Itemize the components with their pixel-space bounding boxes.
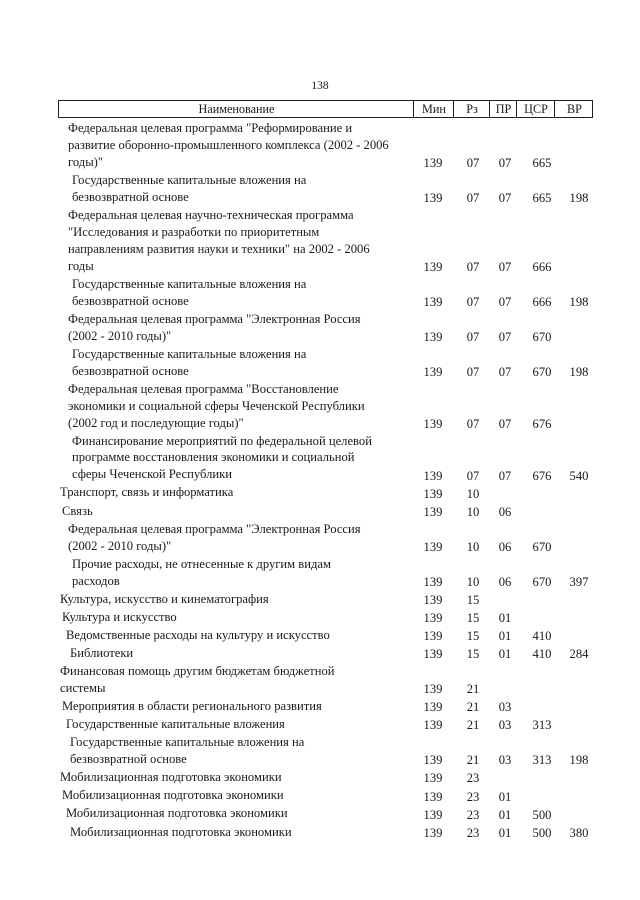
row-name xyxy=(62,503,417,520)
row-csr-code: 665 xyxy=(532,155,552,170)
row-name-line: Мобилизационная подготовка экономики xyxy=(60,770,282,785)
row-name-line: (2002 - 2010 годы)" xyxy=(68,328,172,343)
row-rz-code: 15 xyxy=(466,647,480,662)
row-min-code: 139 xyxy=(423,753,443,768)
table-header xyxy=(58,100,593,118)
table-row xyxy=(0,805,640,823)
row-name-line: Государственные капитальные вложения на xyxy=(72,172,307,187)
row-min-code: 139 xyxy=(423,416,443,431)
row-min-code: 139 xyxy=(423,682,443,697)
row-rz-code: 07 xyxy=(466,416,480,431)
row-name xyxy=(68,207,423,275)
row-name-line: расходов xyxy=(72,573,120,588)
row-pr-code: 07 xyxy=(498,416,512,431)
table-row xyxy=(0,556,640,591)
row-name xyxy=(68,521,423,555)
row-name-line: Государственные капитальные вложения xyxy=(66,717,285,732)
row-name xyxy=(60,663,415,697)
row-vr-code: 198 xyxy=(569,753,589,768)
row-name xyxy=(68,120,423,171)
row-csr-code: 676 xyxy=(532,416,552,431)
row-name-line: программе восстановления экономики и социальной xyxy=(72,450,355,465)
row-min-code: 139 xyxy=(423,190,443,205)
row-min-code: 139 xyxy=(423,825,443,840)
table-row xyxy=(0,734,640,769)
row-name xyxy=(60,591,415,608)
row-pr-code: 06 xyxy=(498,504,512,519)
row-rz-code: 07 xyxy=(466,294,480,309)
row-min-code: 139 xyxy=(423,486,443,501)
row-name-line: годы xyxy=(68,258,94,273)
row-vr-code: 198 xyxy=(569,364,589,379)
row-name xyxy=(70,734,425,768)
row-rz-code: 21 xyxy=(466,753,480,768)
row-min-code: 139 xyxy=(423,574,443,589)
row-min-code: 139 xyxy=(423,539,443,554)
row-name xyxy=(66,716,421,733)
row-min-code: 139 xyxy=(423,700,443,715)
row-rz-code: 15 xyxy=(466,610,480,625)
row-rz-code: 07 xyxy=(466,190,480,205)
row-pr-code: 03 xyxy=(498,718,512,733)
row-csr-code: 500 xyxy=(532,807,552,822)
row-csr-code: 666 xyxy=(532,294,552,309)
row-min-code: 139 xyxy=(423,294,443,309)
table-row xyxy=(0,433,640,485)
table-row xyxy=(0,172,640,207)
row-name-line: годы)" xyxy=(68,154,103,169)
table-row xyxy=(0,824,640,842)
row-name xyxy=(62,698,417,715)
header-vr: ВР xyxy=(554,101,594,117)
row-pr-code: 01 xyxy=(498,825,512,840)
table-row xyxy=(0,787,640,805)
row-rz-code: 07 xyxy=(466,468,480,483)
row-min-code: 139 xyxy=(423,647,443,662)
row-csr-code: 410 xyxy=(532,647,552,662)
row-name-line: Федеральная целевая программа "Электронная Россия xyxy=(68,311,361,326)
row-rz-code: 07 xyxy=(466,329,480,344)
row-rz-code: 21 xyxy=(466,682,480,697)
table-row xyxy=(0,381,640,433)
header-name: Наименование xyxy=(58,101,414,117)
row-name-line: Федеральная целевая программа "Реформирование и xyxy=(68,121,353,135)
row-csr-code: 410 xyxy=(532,629,552,644)
row-csr-code: 670 xyxy=(532,329,552,344)
row-min-code: 139 xyxy=(423,629,443,644)
row-name-line: системы xyxy=(60,680,106,695)
row-name-line: безвозвратной основе xyxy=(72,189,189,204)
table-row xyxy=(0,627,640,645)
header-pr: ПР xyxy=(489,101,517,117)
row-rz-code: 23 xyxy=(466,807,480,822)
row-pr-code: 07 xyxy=(498,329,512,344)
row-name-line: Транспорт, связь и информатика xyxy=(60,485,234,500)
row-name-line: Государственные капитальные вложения на xyxy=(72,276,307,291)
row-vr-code: 380 xyxy=(569,825,589,840)
row-pr-code: 07 xyxy=(498,155,512,170)
row-pr-code: 01 xyxy=(498,629,512,644)
row-name xyxy=(72,556,427,590)
row-name-line: Ведомственные расходы на культуру и искусство xyxy=(66,627,330,642)
row-min-code: 139 xyxy=(423,155,443,170)
row-name-line: (2002 - 2010 годы)" xyxy=(68,538,172,553)
row-rz-code: 23 xyxy=(466,771,480,786)
row-name-line: Культура и искусство xyxy=(62,609,177,624)
row-name-line: Мобилизационная подготовка экономики xyxy=(62,788,284,803)
table-row xyxy=(0,346,640,381)
row-vr-code: 198 xyxy=(569,190,589,205)
row-rz-code: 10 xyxy=(466,504,480,519)
row-pr-code: 07 xyxy=(498,190,512,205)
row-name-line: (2002 год и последующие годы)" xyxy=(68,415,244,430)
row-rz-code: 10 xyxy=(466,486,480,501)
row-name-line: направлениям развития науки и техники" на 2002 - 2006 xyxy=(68,241,370,256)
table-row xyxy=(0,276,640,311)
row-pr-code: 06 xyxy=(498,539,512,554)
row-vr-code: 397 xyxy=(569,574,589,589)
row-name-line: развитие оборонно-промышленного комплекса (2002 - 2006 xyxy=(68,137,389,152)
row-min-code: 139 xyxy=(423,259,443,274)
row-csr-code: 676 xyxy=(532,468,552,483)
row-name xyxy=(62,787,417,804)
row-pr-code: 01 xyxy=(498,789,512,804)
table-row xyxy=(0,698,640,716)
row-name xyxy=(66,805,421,822)
row-name-line: Федеральная целевая программа "Электронная Россия xyxy=(68,521,361,536)
row-csr-code: 500 xyxy=(532,825,552,840)
row-rz-code: 21 xyxy=(466,700,480,715)
row-rz-code: 10 xyxy=(466,574,480,589)
row-csr-code: 670 xyxy=(532,574,552,589)
row-pr-code: 03 xyxy=(498,700,512,715)
row-name-line: сферы Чеченской Республики xyxy=(72,467,232,482)
row-min-code: 139 xyxy=(423,592,443,607)
row-pr-code: 07 xyxy=(498,259,512,274)
row-name-line: Финансирование мероприятий по федеральной целевой xyxy=(72,433,372,448)
row-name-line: Федеральная целевая программа "Восстановление xyxy=(68,381,339,396)
row-name xyxy=(72,346,427,380)
table-row xyxy=(0,521,640,556)
row-csr-code: 313 xyxy=(532,753,552,768)
row-rz-code: 23 xyxy=(466,789,480,804)
table-row xyxy=(0,645,640,663)
row-name-line: безвозвратной основе xyxy=(70,752,187,767)
row-name xyxy=(60,484,415,501)
row-pr-code: 01 xyxy=(498,610,512,625)
row-name-line: Прочие расходы, не отнесенные к другим видам xyxy=(72,556,331,571)
header-rz: Рз xyxy=(453,101,490,117)
row-rz-code: 07 xyxy=(466,364,480,379)
row-rz-code: 23 xyxy=(466,825,480,840)
row-name xyxy=(68,381,423,432)
row-min-code: 139 xyxy=(423,718,443,733)
row-name xyxy=(68,311,423,345)
row-pr-code: 01 xyxy=(498,807,512,822)
row-name-line: Библиотеки xyxy=(70,645,134,660)
row-name xyxy=(70,824,425,841)
row-name xyxy=(72,276,427,310)
row-pr-code: 03 xyxy=(498,753,512,768)
row-rz-code: 07 xyxy=(466,259,480,274)
row-csr-code: 313 xyxy=(532,718,552,733)
table-row xyxy=(0,207,640,276)
row-vr-code: 540 xyxy=(569,468,589,483)
row-csr-code: 670 xyxy=(532,539,552,554)
table-row xyxy=(0,663,640,698)
page-number: 138 xyxy=(311,80,329,92)
row-min-code: 139 xyxy=(423,771,443,786)
table-row xyxy=(0,609,640,627)
row-name-line: Мероприятия в области регионального развития xyxy=(62,699,322,714)
row-pr-code: 07 xyxy=(498,294,512,309)
row-pr-code: 07 xyxy=(498,468,512,483)
row-pr-code: 07 xyxy=(498,364,512,379)
row-rz-code: 10 xyxy=(466,539,480,554)
row-min-code: 139 xyxy=(423,329,443,344)
row-name xyxy=(72,433,427,484)
row-csr-code: 665 xyxy=(532,190,552,205)
row-name-line: Государственные капитальные вложения на xyxy=(70,735,305,750)
row-min-code: 139 xyxy=(423,789,443,804)
row-name-line: Культура, искусство и кинематография xyxy=(60,591,269,606)
row-name-line: "Исследования и разработки по приоритетным xyxy=(68,224,320,239)
row-rz-code: 07 xyxy=(466,155,480,170)
row-name-line: Финансовая помощь другим бюджетам бюджетной xyxy=(60,664,335,679)
row-name xyxy=(60,769,415,786)
table-row xyxy=(0,769,640,787)
row-pr-code: 06 xyxy=(498,574,512,589)
row-vr-code: 198 xyxy=(569,294,589,309)
row-name-line: Государственные капитальные вложения на xyxy=(72,346,307,361)
table-row xyxy=(0,716,640,734)
row-min-code: 139 xyxy=(423,610,443,625)
row-rz-code: 21 xyxy=(466,718,480,733)
table-row xyxy=(0,484,640,502)
row-name xyxy=(72,172,427,206)
row-min-code: 139 xyxy=(423,364,443,379)
row-name-line: Федеральная целевая научно-техническая программа xyxy=(68,207,354,222)
row-name xyxy=(66,627,421,644)
row-name-line: Мобилизационная подготовка экономики xyxy=(66,806,288,821)
row-name-line: безвозвратной основе xyxy=(72,363,189,378)
row-min-code: 139 xyxy=(423,504,443,519)
table-row xyxy=(0,120,640,172)
table-row xyxy=(0,503,640,521)
row-rz-code: 15 xyxy=(466,592,480,607)
row-min-code: 139 xyxy=(423,807,443,822)
row-csr-code: 670 xyxy=(532,364,552,379)
row-name xyxy=(70,645,425,662)
row-name-line: Мобилизационная подготовка экономики xyxy=(70,824,292,839)
row-csr-code: 666 xyxy=(532,259,552,274)
row-name-line: экономики и социальной сферы Чеченской Республики xyxy=(68,398,365,413)
row-name-line: безвозвратной основе xyxy=(72,293,189,308)
row-rz-code: 15 xyxy=(466,629,480,644)
row-pr-code: 01 xyxy=(498,647,512,662)
row-name xyxy=(62,609,417,626)
row-name-line: Связь xyxy=(62,503,93,518)
table-row xyxy=(0,591,640,609)
header-csr: ЦСР xyxy=(516,101,555,117)
table-row xyxy=(0,311,640,346)
row-min-code: 139 xyxy=(423,468,443,483)
table-body xyxy=(0,120,640,842)
row-vr-code: 284 xyxy=(569,647,589,662)
header-min: Мин xyxy=(413,101,454,117)
